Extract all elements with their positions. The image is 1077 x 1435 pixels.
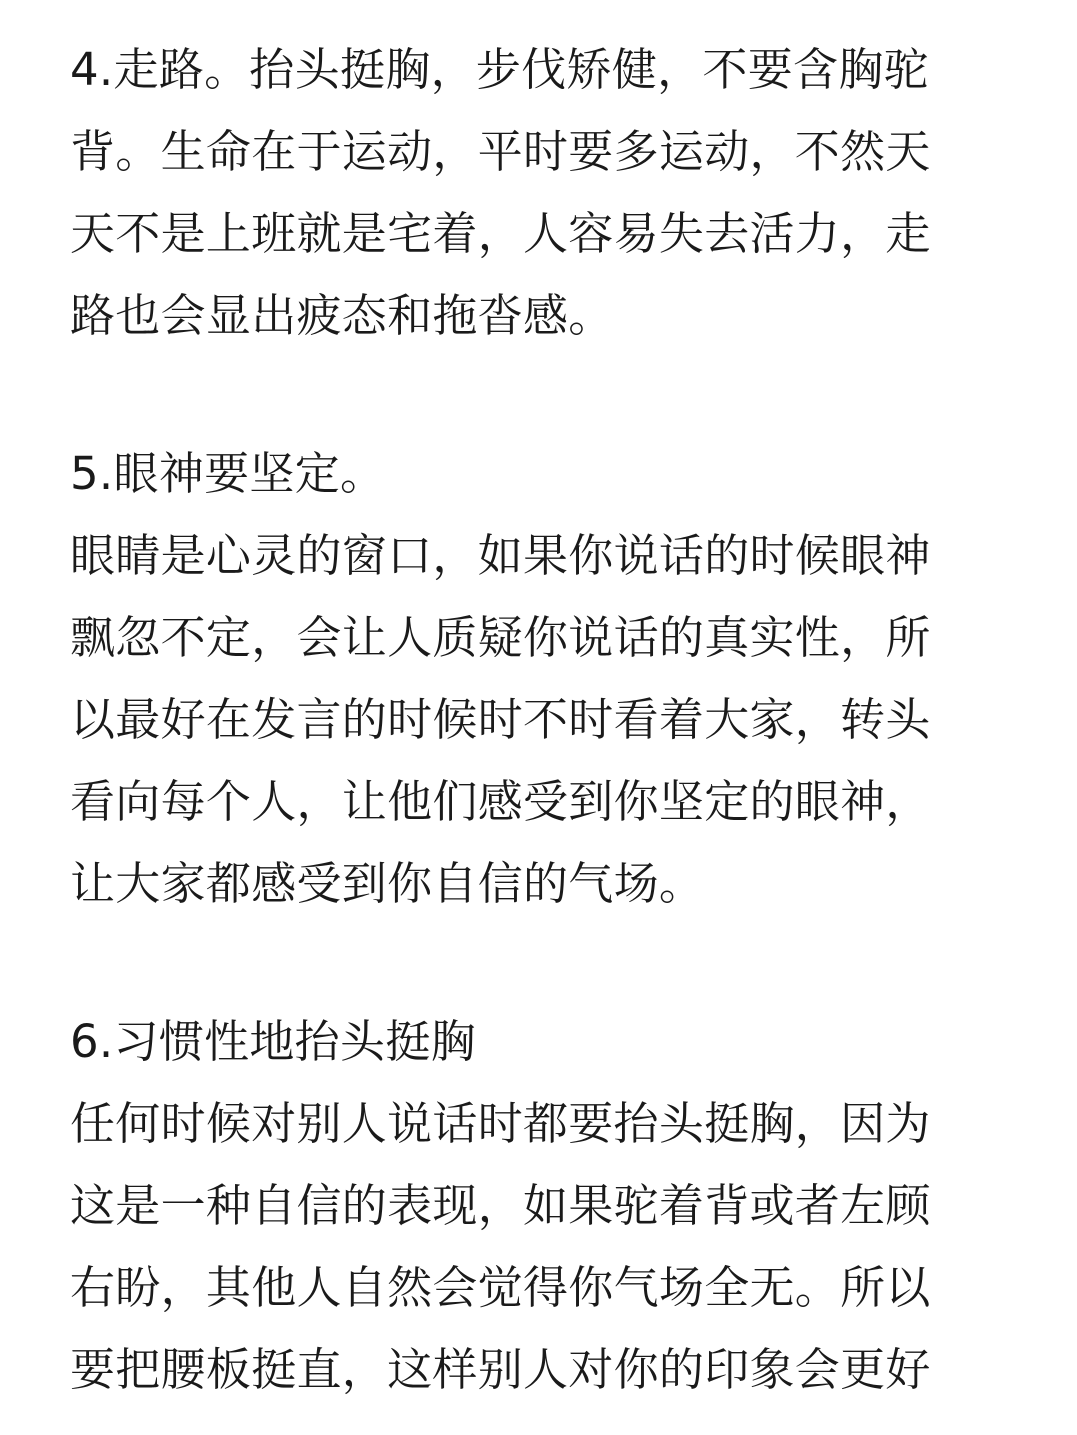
- text-line: 这是一种自信的表现，如果驼着背或者左顾: [70, 1179, 931, 1232]
- text-line: 以最好在发言的时候时不时看着大家，转头: [70, 693, 931, 746]
- text-line: 飘忽不定，会让人质疑你说话的真实性，所: [70, 611, 931, 664]
- text-line: 眼睛是心灵的窗口，如果你说话的时候眼神: [70, 529, 931, 582]
- text-line: 右盼，其他人自然会觉得你气场全无。所以: [70, 1261, 931, 1314]
- section-heading: 5.眼神要坚定。: [70, 447, 386, 500]
- text-line: 背。生命在于运动，平时要多运动，不然天: [70, 125, 931, 178]
- text-line: 天不是上班就是宅着，人容易失去活力，走: [70, 207, 931, 260]
- text-line: 让大家都感受到你自信的气场。: [70, 857, 705, 910]
- text-line: 看向每个人，让他们感受到你坚定的眼神，: [70, 775, 931, 828]
- text-line: 路也会显出疲态和拖沓感。: [70, 289, 614, 342]
- text-line: 4.走路。抬头挺胸，步伐矫健，不要含胸驼: [70, 43, 929, 96]
- section-heading: 6.习惯性地抬头挺胸: [70, 1015, 476, 1068]
- text-line: 任何时候对别人说话时都要抬头挺胸，因为: [70, 1097, 931, 1150]
- text-line: 要把腰板挺直，这样别人对你的印象会更好: [70, 1343, 931, 1396]
